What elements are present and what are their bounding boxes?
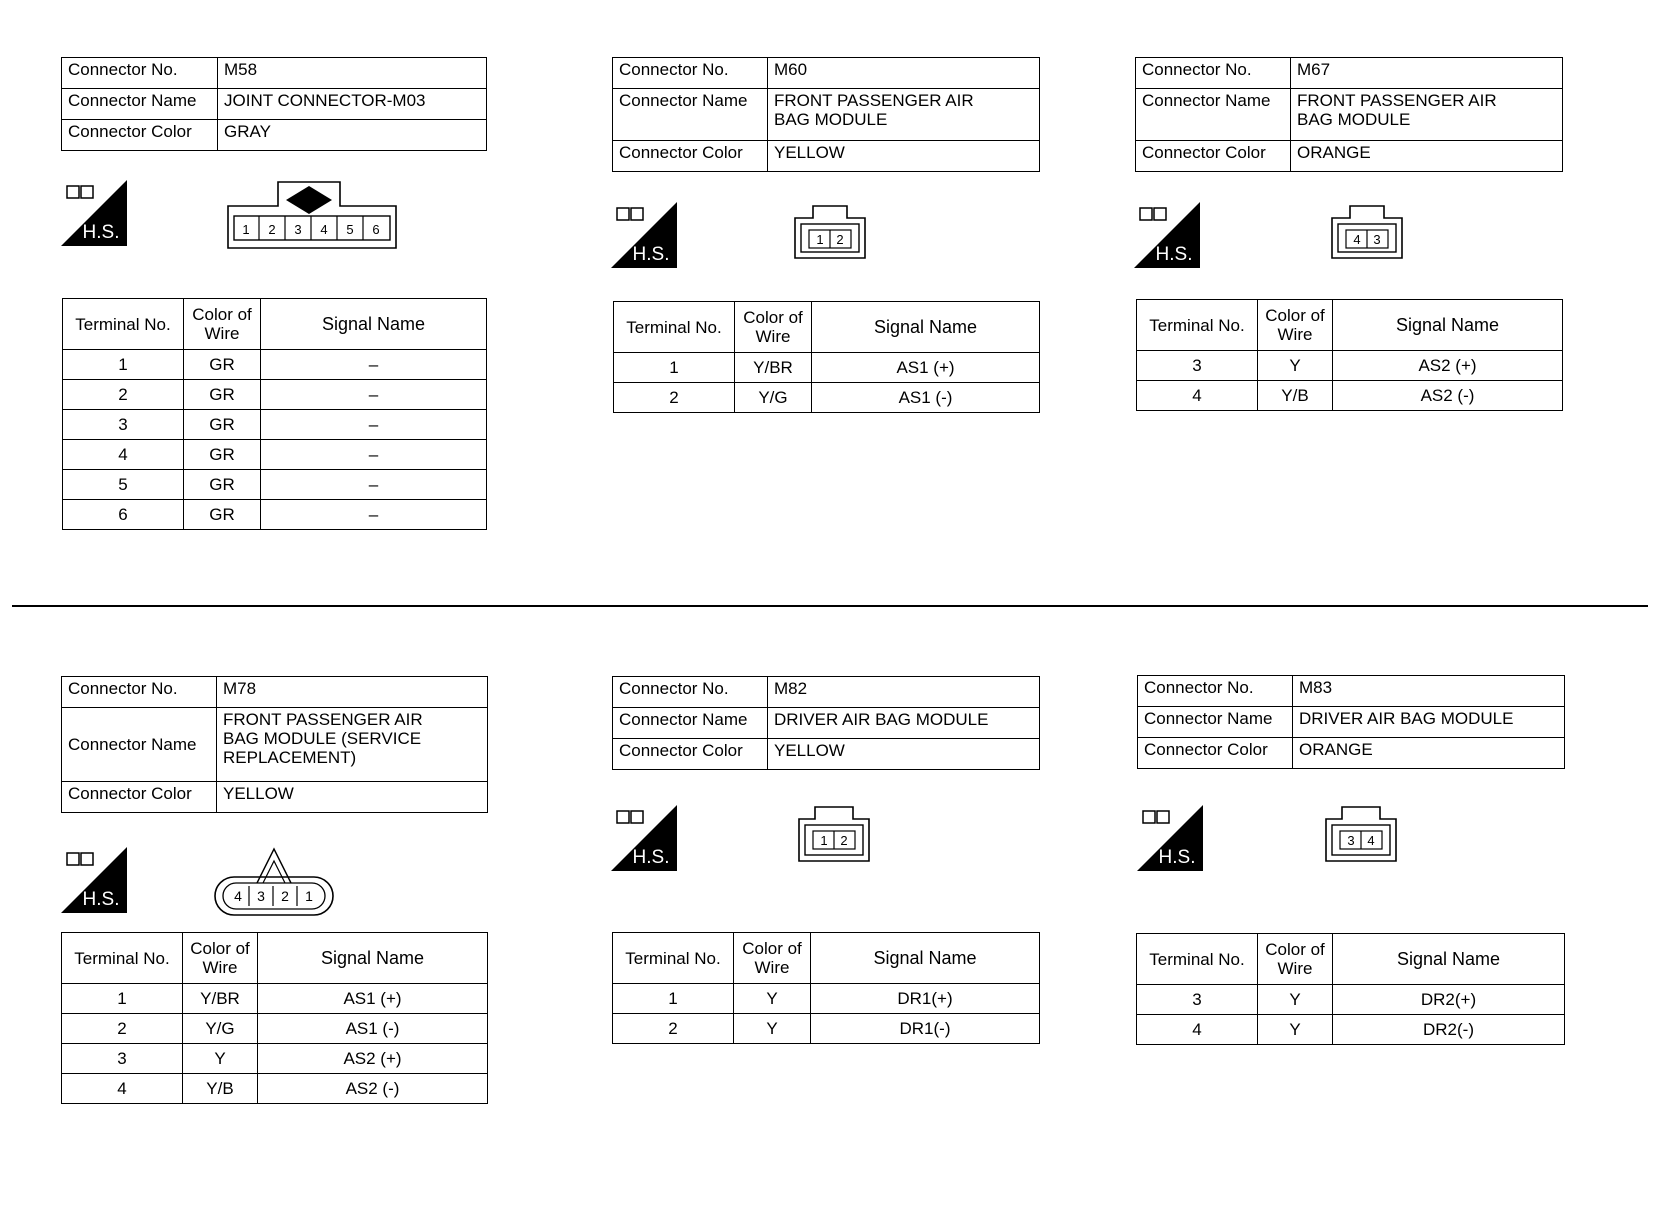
terminal-table — [612, 932, 1040, 1044]
table-row: 1 Y DR1(+) — [613, 984, 1040, 1014]
table-row: 2 Y/G AS1 (-) — [62, 1014, 488, 1044]
svg-text:4: 4 — [1353, 232, 1361, 247]
label-connector-name: Connector Name — [62, 708, 217, 782]
svg-text:3: 3 — [294, 222, 302, 237]
header-color-of-wire: Color of Wire — [1258, 934, 1333, 985]
connector-face-diagram — [213, 847, 335, 917]
table-row: 2 Y/G AS1 (-) — [614, 383, 1040, 413]
label-connector-color: Connector Color — [62, 120, 218, 151]
label-connector-color: Connector Color — [613, 739, 768, 770]
harness-side-icon — [611, 805, 677, 871]
connector-name-value: FRONT PASSENGER AIR BAG MODULE — [768, 89, 1040, 141]
label-connector-no: Connector No. — [62, 677, 217, 708]
connector-info-table — [612, 57, 1040, 172]
label-connector-color: Connector Color — [62, 782, 217, 813]
label-connector-name: Connector Name — [62, 89, 218, 120]
svg-text:H.S.: H.S. — [82, 222, 120, 243]
header-terminal-no: Terminal No. — [614, 302, 735, 353]
harness-side-icon — [61, 847, 127, 913]
connector-name-value: DRIVER AIR BAG MODULE — [768, 708, 1040, 739]
table-row: 3 Y AS2 (+) — [1137, 351, 1563, 381]
label-connector-no: Connector No. — [613, 58, 768, 89]
svg-text:2: 2 — [268, 222, 276, 237]
connector-info-table — [1135, 57, 1563, 172]
table-row: 3 Y DR2(+) — [1137, 985, 1565, 1015]
label-connector-name: Connector Name — [613, 708, 768, 739]
harness-side-icon — [1137, 805, 1203, 871]
svg-text:2: 2 — [281, 888, 289, 904]
terminal-table — [62, 298, 487, 530]
svg-text:H.S.: H.S. — [632, 244, 670, 265]
connector-face-diagram — [797, 805, 871, 863]
svg-text:2: 2 — [836, 232, 844, 247]
connector-face-diagram — [1330, 204, 1404, 260]
label-connector-no: Connector No. — [1136, 58, 1291, 89]
connector-face-diagram — [226, 180, 398, 250]
table-row: 6 GR – — [63, 500, 487, 530]
section-divider — [12, 605, 1648, 607]
table-row: 3 Y AS2 (+) — [62, 1044, 488, 1074]
connector-no-value: M67 — [1291, 58, 1563, 89]
svg-text:4: 4 — [1367, 833, 1375, 848]
label-connector-no: Connector No. — [62, 58, 218, 89]
header-color-of-wire: Color of Wire — [183, 933, 258, 984]
svg-text:H.S.: H.S. — [1158, 847, 1196, 868]
terminal-table — [1136, 299, 1563, 411]
connector-color-value: YELLOW — [768, 739, 1040, 770]
header-signal-name: Signal Name — [1333, 934, 1565, 985]
table-row: 4 Y/B AS2 (-) — [62, 1074, 488, 1104]
header-terminal-no: Terminal No. — [63, 299, 184, 350]
svg-text:H.S.: H.S. — [632, 847, 670, 868]
label-connector-color: Connector Color — [613, 141, 768, 172]
svg-text:3: 3 — [1347, 833, 1355, 848]
connector-info-table — [1137, 675, 1565, 769]
svg-text:1: 1 — [242, 222, 250, 237]
svg-text:6: 6 — [372, 222, 380, 237]
connector-name-value: FRONT PASSENGER AIR BAG MODULE (SERVICE REPLACEMENT) — [217, 708, 488, 782]
svg-text:2: 2 — [840, 833, 848, 848]
terminal-table — [613, 301, 1040, 413]
header-terminal-no: Terminal No. — [1137, 300, 1258, 351]
connector-info-table — [61, 57, 487, 151]
table-row: 1 Y/BR AS1 (+) — [62, 984, 488, 1014]
connector-no-value: M78 — [217, 677, 488, 708]
harness-side-icon — [1134, 202, 1200, 268]
header-signal-name: Signal Name — [1333, 300, 1563, 351]
connector-info-table — [61, 676, 488, 813]
table-row: 3 GR – — [63, 410, 487, 440]
svg-text:4: 4 — [234, 888, 242, 904]
header-terminal-no: Terminal No. — [613, 933, 734, 984]
label-connector-name: Connector Name — [613, 89, 768, 141]
connector-color-value: ORANGE — [1291, 141, 1563, 172]
svg-text:1: 1 — [305, 888, 313, 904]
header-signal-name: Signal Name — [261, 299, 487, 350]
connector-color-value: YELLOW — [768, 141, 1040, 172]
header-signal-name: Signal Name — [258, 933, 488, 984]
connector-info-table — [612, 676, 1040, 770]
label-connector-color: Connector Color — [1138, 738, 1293, 769]
harness-side-icon — [61, 180, 127, 246]
svg-text:3: 3 — [257, 888, 265, 904]
table-row: 5 GR – — [63, 470, 487, 500]
header-signal-name: Signal Name — [812, 302, 1040, 353]
svg-text:5: 5 — [346, 222, 354, 237]
connector-color-value: ORANGE — [1293, 738, 1565, 769]
svg-text:H.S.: H.S. — [1155, 244, 1193, 265]
svg-text:4: 4 — [320, 222, 328, 237]
label-connector-color: Connector Color — [1136, 141, 1291, 172]
table-row: 4 Y DR2(-) — [1137, 1015, 1565, 1045]
terminal-table — [1136, 933, 1565, 1045]
connector-no-value: M82 — [768, 677, 1040, 708]
header-color-of-wire: Color of Wire — [184, 299, 261, 350]
svg-text:3: 3 — [1373, 232, 1381, 247]
label-connector-no: Connector No. — [613, 677, 768, 708]
header-color-of-wire: Color of Wire — [734, 933, 811, 984]
table-row: 1 GR – — [63, 350, 487, 380]
connector-name-value: JOINT CONNECTOR-M03 — [218, 89, 487, 120]
svg-text:1: 1 — [820, 833, 828, 848]
label-connector-name: Connector Name — [1136, 89, 1291, 141]
table-row: 2 Y DR1(-) — [613, 1014, 1040, 1044]
terminal-table — [61, 932, 488, 1104]
label-connector-name: Connector Name — [1138, 707, 1293, 738]
connector-face-diagram — [1324, 805, 1398, 863]
connector-no-value: M58 — [218, 58, 487, 89]
svg-text:1: 1 — [816, 232, 824, 247]
svg-text:H.S.: H.S. — [82, 889, 120, 910]
connector-no-value: M60 — [768, 58, 1040, 89]
connector-face-diagram — [793, 204, 867, 260]
connector-name-value: DRIVER AIR BAG MODULE — [1293, 707, 1565, 738]
table-row: 2 GR – — [63, 380, 487, 410]
header-terminal-no: Terminal No. — [1137, 934, 1258, 985]
header-color-of-wire: Color of Wire — [735, 302, 812, 353]
connector-color-value: GRAY — [218, 120, 487, 151]
connector-no-value: M83 — [1293, 676, 1565, 707]
label-connector-no: Connector No. — [1138, 676, 1293, 707]
header-signal-name: Signal Name — [811, 933, 1040, 984]
connector-color-value: YELLOW — [217, 782, 488, 813]
header-color-of-wire: Color of Wire — [1258, 300, 1333, 351]
table-row: 4 GR – — [63, 440, 487, 470]
harness-side-icon — [611, 202, 677, 268]
table-row: 4 Y/B AS2 (-) — [1137, 381, 1563, 411]
header-terminal-no: Terminal No. — [62, 933, 183, 984]
connector-name-value: FRONT PASSENGER AIR BAG MODULE — [1291, 89, 1563, 141]
table-row: 1 Y/BR AS1 (+) — [614, 353, 1040, 383]
